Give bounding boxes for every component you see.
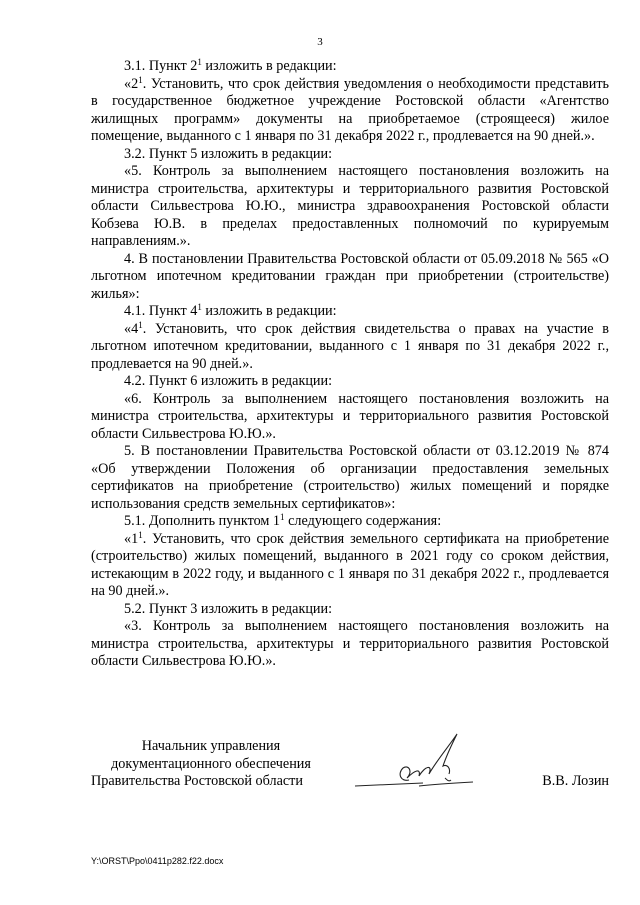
superscript: 1 [138,74,143,85]
paragraph-text: . Установить, что срок действия свидетельства о правах на участие в льготном ипотечном кредитовании, выданного с 1 января по 31 декабря 2022 г., продлевается на 90 дней.». [91,320,609,372]
paragraph-text: следующего содержания: [284,513,442,529]
paragraph [91,373,609,391]
paragraph-text: 3.1. Пункт 2 [124,58,198,74]
page-number: 3 [317,36,323,48]
signatory-title-line: документационного обеспечения [111,755,311,772]
superscript: 1 [138,529,143,540]
paragraph [91,601,609,619]
paragraph [91,513,609,531]
paragraph [91,391,609,444]
paragraph [91,76,609,146]
paragraph [91,531,609,601]
signatory-title-line: Правительства Ростовской области [91,773,303,789]
paragraph-text: 4.2. Пункт 6 изложить в редакции: [124,373,333,389]
paragraph-text: 4.1. Пункт 4 [124,303,198,319]
paragraph-text: . Установить, что срок действия земельного сертификата на приобретение (строительство) жилых помещений, выданного в 2021 году со сроком действия, истекающим в 2022 году, и выданного с 1 января по 31 декабря 2022 г., продлевается на 90 дней.». [91,530,609,599]
paragraph [91,303,609,321]
paragraph [91,443,609,513]
paragraph-text: 5.2. Пункт 3 изложить в редакции: [124,600,333,617]
handwritten-signature [349,728,479,798]
file-path-footer: Y:\ORST\Ppo\0411p282.f22.docx [91,856,224,866]
signatory-title-line: Начальник управления [141,738,281,754]
paragraph [91,618,609,671]
paragraph-text: 3.2. Пункт 5 изложить в редакции: [124,145,333,162]
paragraph-text: «5. Контроль за выполнением настоящего постановления возложить на министра строительства, архитектуры и территориального развития Ростовской области Сильвестрова Ю.Ю., министра здравоохранения Ростовской области Кобзева Ю.В. в пределах предоставленных полномочий по курируемым направлениям.». [91,163,609,249]
paragraph [91,146,609,164]
paragraph-text: 5. В постановлении Правительства Ростовской области от 03.12.2019 № 874 «Об утверждении Положения об организации предоставления земельных сертификатов на приобретение (строительство) жилых помещений и порядке использования средств земельных сертификатов»: [91,443,609,512]
superscript: 1 [197,302,202,312]
signer-name: В.В. Лозин [542,773,609,789]
paragraph-text: «4 [124,320,139,337]
paragraph [91,251,609,304]
paragraph [91,58,609,76]
paragraph-text: 5.1. Дополнить пунктом 1 [124,513,281,529]
paragraph-text: изложить в редакции: [201,58,337,74]
paragraph-text: «6. Контроль за выполнением настоящего постановления возложить на министра строительства, архитектуры и территориального развития Ростовской области Сильвестрова Ю.Ю.». [91,390,609,442]
paragraph [91,163,609,251]
paragraph [91,321,609,374]
paragraph-text: . Установить, что срок действия уведомления о необходимости представить в государственное бюджетное учреждение Ростовской области «Агентство жилищных программ» документы на приобретаемое (строящееся) жилое помещение, выданного с 1 января по 31 декабря 2022 г., продлевается на 90 дней.». [91,75,609,144]
superscript: 1 [197,57,202,67]
superscript: 1 [138,319,143,330]
paragraph-text: изложить в редакции: [201,303,337,319]
signatory-title [91,738,331,791]
superscript: 1 [280,512,285,522]
paragraph-text: «3. Контроль за выполнением настоящего постановления возложить на министра строительства, архитектуры и территориального развития Ростовской области Сильвестрова Ю.Ю.». [91,618,609,669]
paragraph-text: «1 [124,530,139,547]
paragraph-text: 4. В постановлении Правительства Ростовской области от 05.09.2018 № 565 «О льготном ипотечном кредитовании граждан при приобретении (строительстве) жилья»: [91,250,609,302]
paragraph-text: «2 [124,75,139,92]
document-body [91,58,609,671]
